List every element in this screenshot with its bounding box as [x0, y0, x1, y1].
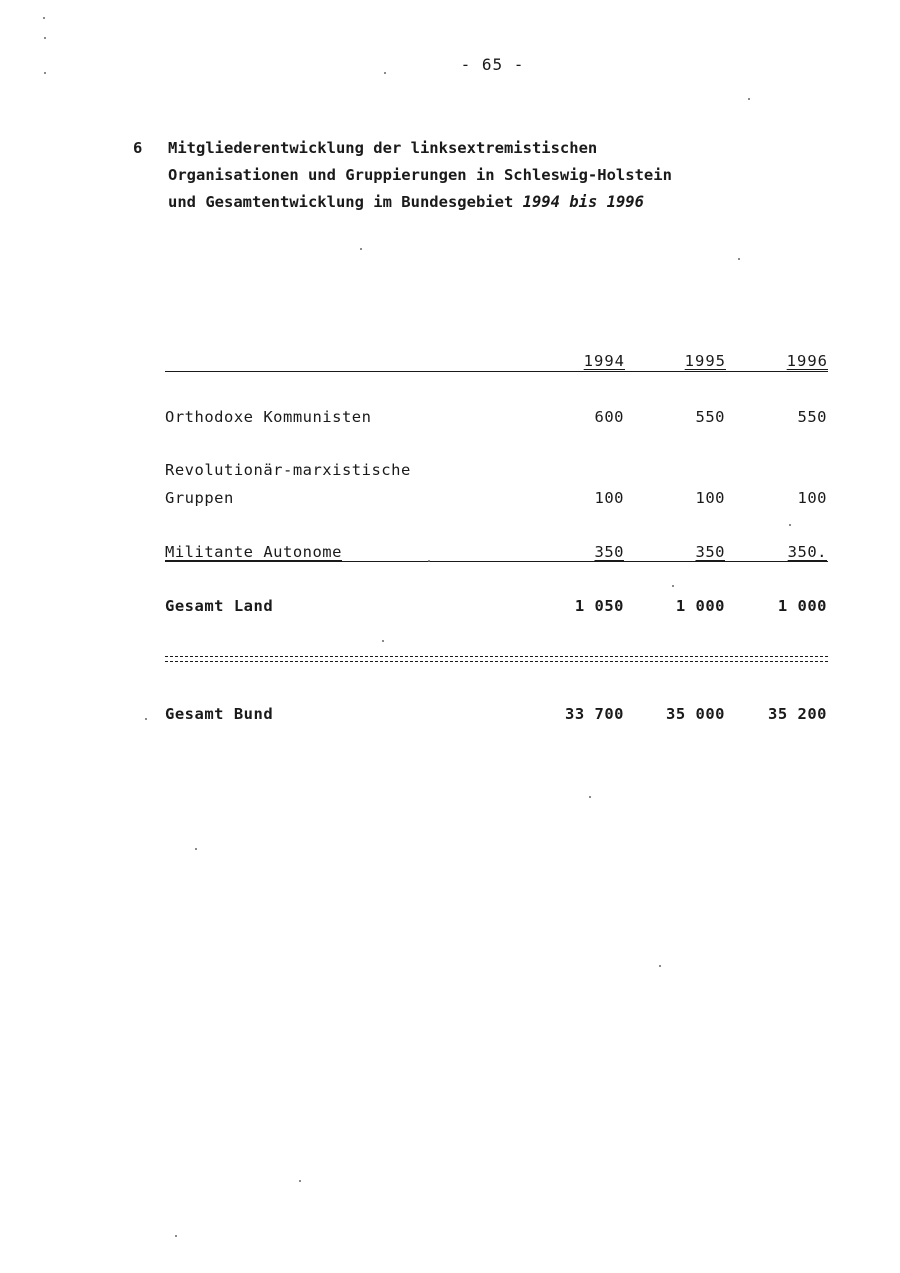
value-1994: 33 700 — [565, 705, 624, 723]
header-rule — [165, 371, 828, 372]
heading-line-2: Organisationen und Gruppierungen in Schleswig-Holstein — [168, 166, 672, 184]
section-number: 6 — [133, 139, 143, 157]
page-number: - 65 - — [460, 55, 525, 74]
value-1995: 550 — [695, 408, 725, 426]
row-label-gesamt-land: Gesamt Land — [165, 597, 274, 615]
row-label-militante-autonome: Militante Autonome — [165, 543, 342, 561]
heading-years: 1994 bis 1996 — [522, 193, 644, 211]
value-1995: 350 — [695, 543, 725, 561]
section-heading — [133, 135, 672, 216]
value-1996: 350. — [787, 543, 827, 561]
value-1994: 600 — [594, 408, 624, 426]
heading-line-1: Mitgliederentwicklung der linksextremistischen — [168, 139, 598, 157]
value-1994: 100 — [594, 489, 624, 507]
year-header-1994: 1994 — [583, 352, 625, 370]
row-label-gesamt-bund: Gesamt Bund — [165, 705, 274, 723]
value-1994: 350 — [594, 543, 624, 561]
value-1995: 1 000 — [675, 597, 725, 615]
double-rule — [165, 656, 828, 662]
row-label-revolutionaer-line1: Revolutionär-marxistische — [165, 461, 411, 479]
row-label-gruppen: Gruppen — [165, 489, 234, 507]
value-1996: 1 000 — [777, 597, 827, 615]
table-header-row — [165, 352, 828, 372]
value-1996: 35 200 — [768, 705, 827, 723]
value-1995: 35 000 — [666, 705, 725, 723]
value-1996: 100 — [797, 489, 827, 507]
value-1995: 100 — [695, 489, 725, 507]
heading-line-3-text: und Gesamtentwicklung im Bundesgebiet — [168, 193, 514, 211]
value-1996: 550 — [797, 408, 827, 426]
value-1994: 1 050 — [574, 597, 624, 615]
heading-line-3 — [168, 189, 672, 216]
year-header-1996: 1996 — [786, 352, 828, 370]
row-label-orthodoxe-kommunisten: Orthodoxe Kommunisten — [165, 408, 372, 426]
year-header-1995: 1995 — [684, 352, 726, 370]
subtotal-rule — [165, 561, 828, 562]
